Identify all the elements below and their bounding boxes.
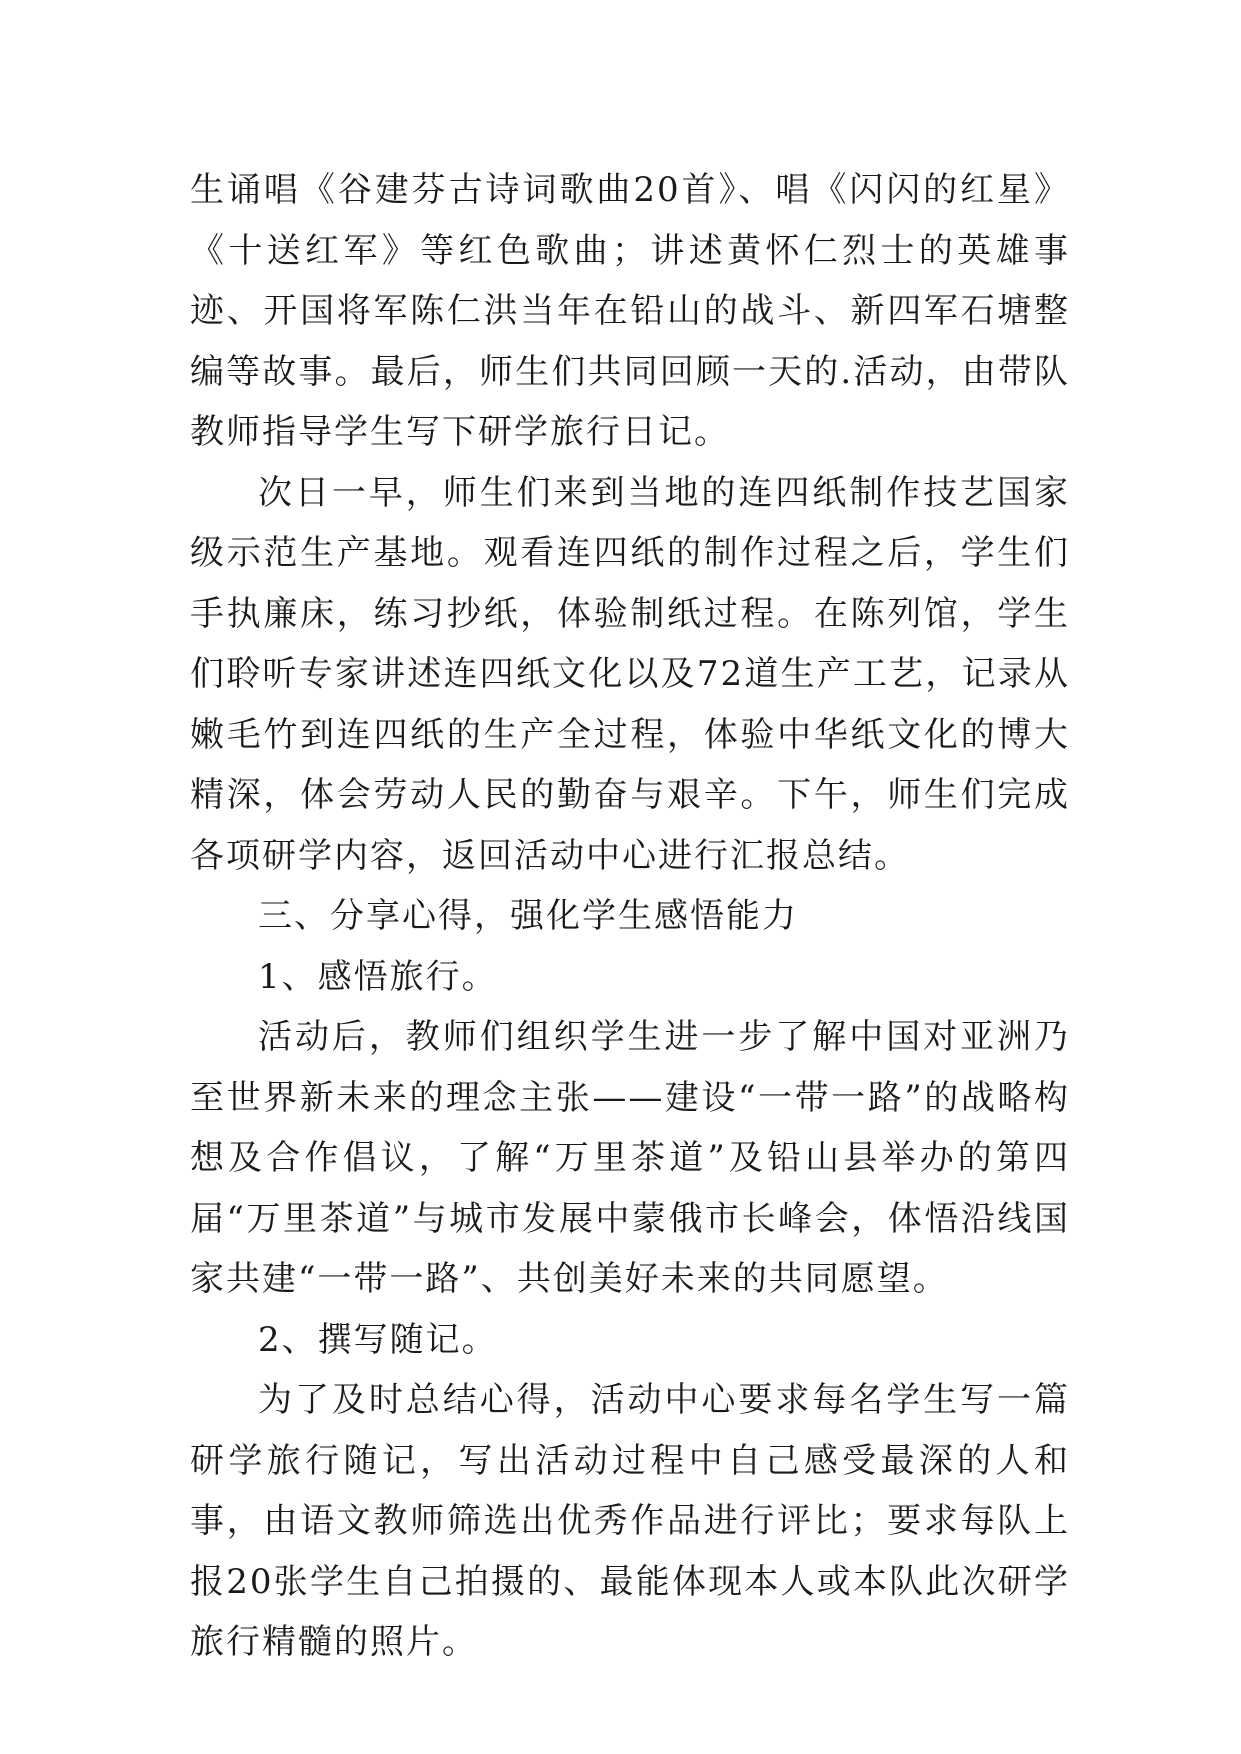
paragraph-belt-and-road: 活动后，教师们组织学生进一步了解中国对亚洲乃至世界新未来的理念主张——建设“一带一路”的战略构想及合作倡议，了解“万里茶道”及铅山县举办的第四届“万里茶道”与城市发展中蒙俄市长峰会，体悟沿线国家共建“一带一路”、共创美好未来的共同愿望。 (190, 1017, 1070, 1299)
document-body (190, 160, 1070, 1673)
section-heading-sharing: 三、分享心得，强化学生感悟能力 (258, 896, 798, 936)
subheading-journal: 2、撰写随记。 (258, 1319, 498, 1360)
paragraph-journal-requirements: 为了及时总结心得，活动中心要求每名学生写一篇研学旅行随记，写出活动过程中自己感受最深的人和事，由语文教师筛选出优秀作品进行评比；要求每队上报20张学生自己拍摄的、最能体现本人或本队此次研学旅行精髓的照片。 (190, 1380, 1070, 1662)
paragraph-next-morning: 次日一早，师生们来到当地的连四纸制作技艺国家级示范生产基地。观看连四纸的制作过程之后，学生们手执廉床，练习抄纸，体验制纸过程。在陈列馆，学生们聆听专家讲述连四纸文化以及72道生产工艺，记录从嫩毛竹到连四纸的生产全过程，体验中华纸文化的博大精深，体会劳动人民的勤奋与艰辛。下午，师生们完成各项研学内容，返回活动中心进行汇报总结。 (190, 472, 1070, 876)
subheading-reflection: 1、感悟旅行。 (258, 956, 498, 997)
paragraph-continuation: 生诵唱《谷建芬古诗词歌曲20首》、唱《闪闪的红星》《十送红军》等红色歌曲；讲述黄怀仁烈士的英雄事迹、开国将军陈仁洪当年在铅山的战斗、新四军石塘整编等故事。最后，师生们共同回顾一天的.活动，由带队教师指导学生写下研学旅行日记。 (190, 170, 1070, 452)
